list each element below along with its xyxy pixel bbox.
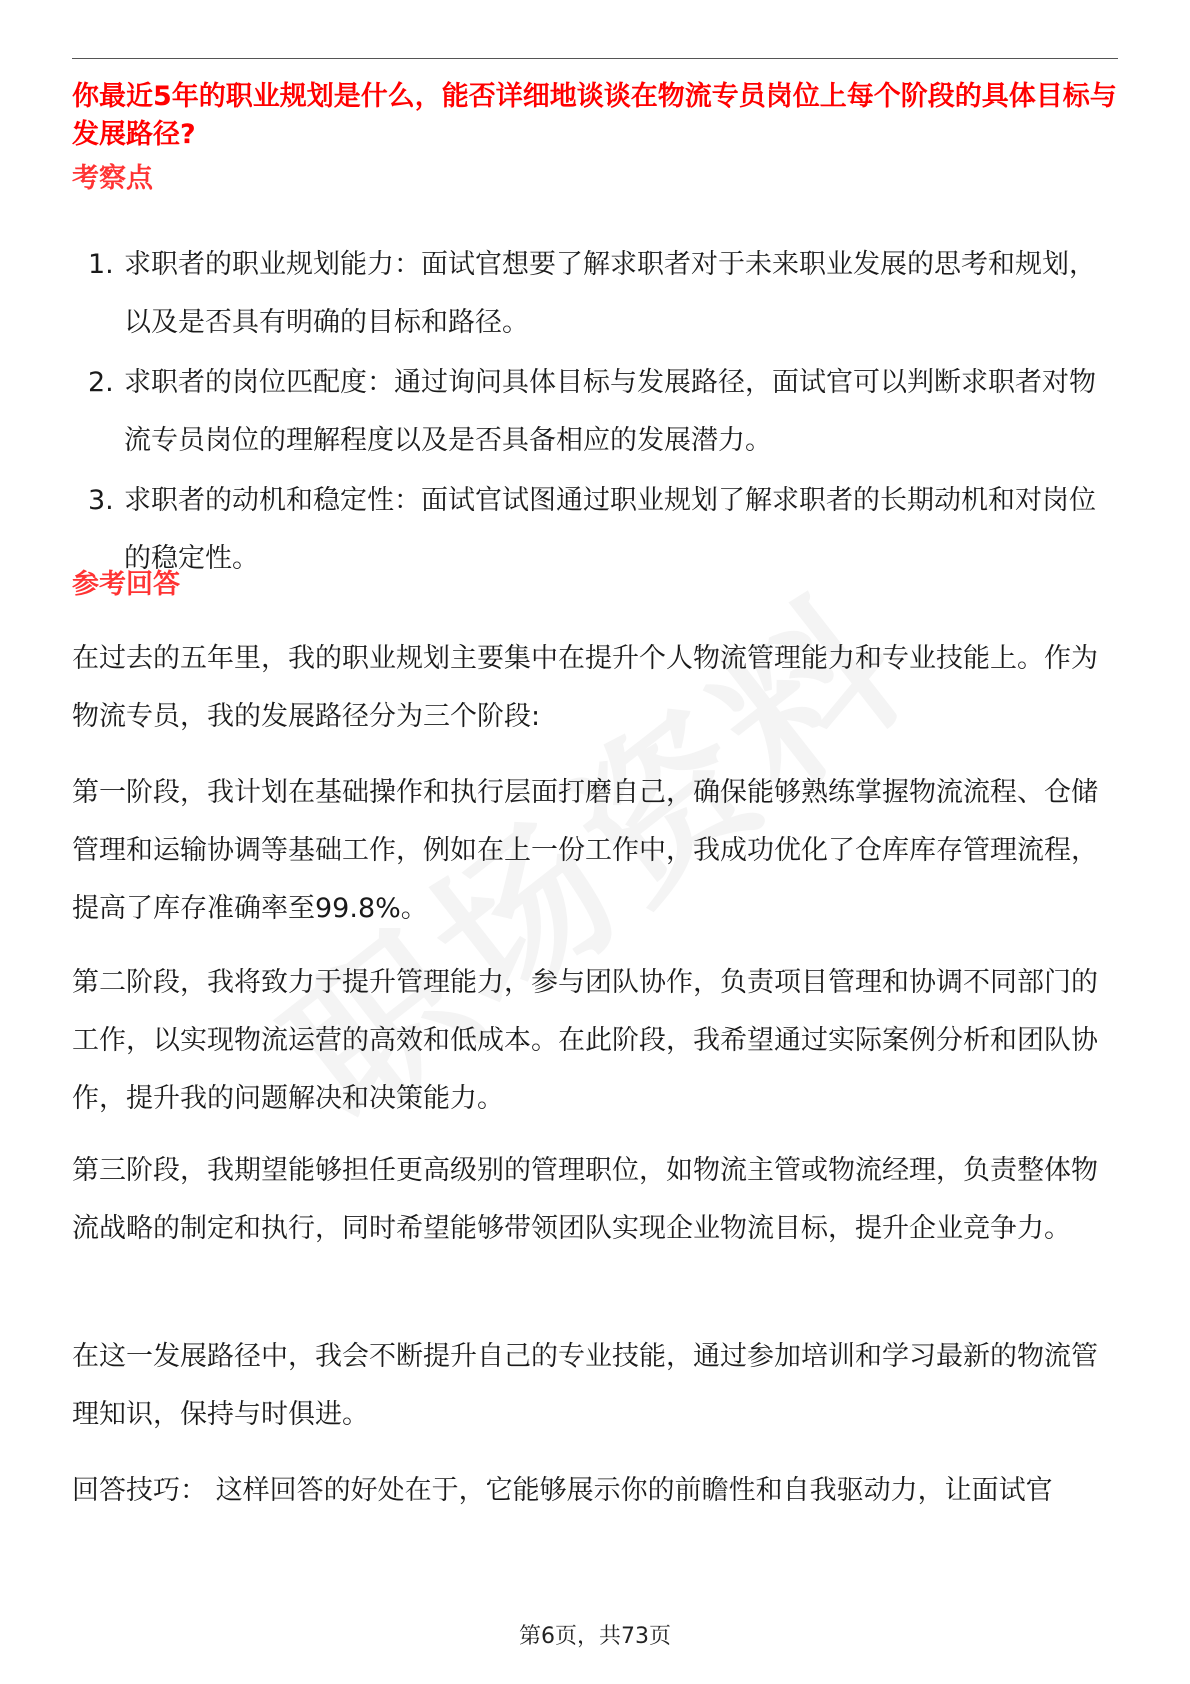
answer-paragraph: 第一阶段，我计划在基础操作和执行层面打磨自己，确保能够熟练掌握物流流程、仓储管理和运输协调等基础工作，例如在上一份工作中，我成功优化了仓库库存管理流程，提高了库存准确率至99.8%。	[72, 777, 1098, 924]
points-list	[72, 236, 1118, 588]
answer-paragraph: 第三阶段，我期望能够担任更高级别的管理职位，如物流主管或物流经理，负责整体物流战略的制定和执行，同时希望能够带领团队实现企业物流目标，提升企业竞争力。	[72, 1155, 1098, 1244]
answer-heading: 参考回答	[72, 569, 180, 600]
list-item-text: 求职者的动机和稳定性：面试官试图通过职业规划了解求职者的长期动机和对岗位的稳定性。	[124, 485, 1096, 574]
list-item-number: 1.	[88, 249, 114, 280]
answer-paragraph: 在这一发展路径中，我会不断提升自己的专业技能，通过参加培训和学习最新的物流管理知识，保持与时俱进。	[72, 1341, 1098, 1430]
page-number: 第6页，共73页	[519, 1624, 671, 1649]
question-title: 你最近5年的职业规划是什么，能否详细地谈谈在物流专员岗位上每个阶段的具体目标与发展路径?	[72, 81, 1117, 150]
list-item-number: 2.	[88, 367, 114, 398]
header-divider	[72, 58, 1118, 59]
list-item-text: 求职者的职业规划能力：面试官想要了解求职者对于未来职业发展的思考和规划，以及是否具有明确的目标和路径。	[124, 249, 1096, 338]
list-item	[72, 236, 1118, 352]
list-item	[72, 354, 1118, 470]
points-heading: 考察点	[72, 163, 153, 194]
answer-paragraph: 在过去的五年里，我的职业规划主要集中在提升个人物流管理能力和专业技能上。作为物流专员，我的发展路径分为三个阶段:	[72, 643, 1098, 732]
answer-tip: 回答技巧： 这样回答的好处在于，它能够展示你的前瞻性和自我驱动力，让面试官	[72, 1475, 1053, 1506]
answer-paragraph: 第二阶段，我将致力于提升管理能力，参与团队协作，负责项目管理和协调不同部门的工作，以实现物流运营的高效和低成本。在此阶段，我希望通过实际案例分析和团队协作，提升我的问题解决和决策能力。	[72, 967, 1098, 1114]
list-item	[72, 472, 1118, 588]
list-item-text: 求职者的岗位匹配度：通过询问具体目标与发展路径，面试官可以判断求职者对物流专员岗位的理解程度以及是否具备相应的发展潜力。	[124, 367, 1096, 456]
list-item-number: 3.	[88, 485, 114, 516]
